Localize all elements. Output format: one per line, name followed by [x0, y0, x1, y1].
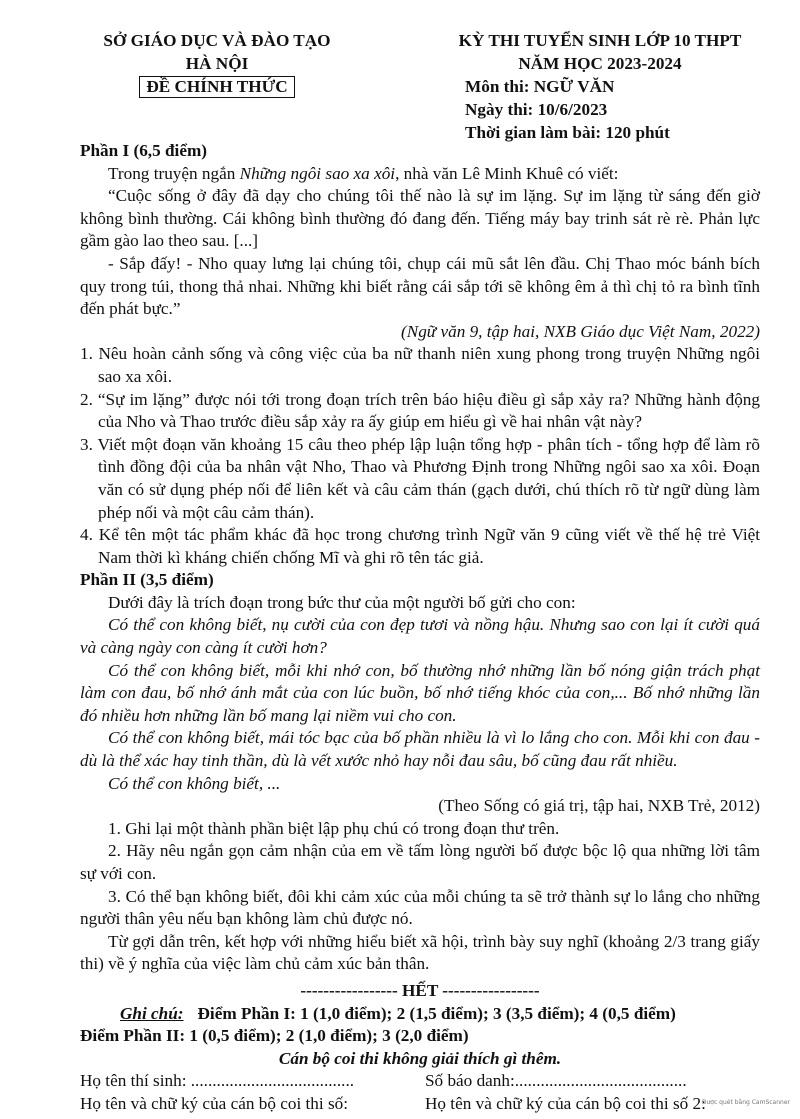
- exam-subject: Môn thi: NGỮ VĂN: [465, 77, 615, 96]
- part1-quote-2: - Sắp đấy! - Nho quay lưng lại chúng tôi, chụp cái mũ sắt lên đầu. Chị Thao móc bánh bích quy trong túi, thong thả nhai. Những khi biết rằng cái sắp tới sẽ không êm ả thì chị tỏ ra bình tĩnh đến phát bực.”: [80, 253, 760, 319]
- question-3: 3. Viết một đoạn văn khoảng 15 câu theo phép lập luận tổng hợp - phân tích - tổng hợp để làm rõ tình đồng đội của ba nhân vật Nho, Thao và Phương Định trong Những ngôi sao xa xôi. Đoạn văn có sử dụng phép nối để liên kết và câu cảm thán (gạch dưới, chú thích rõ từ ngữ dùng làm phép nối và một câu cảm thán).: [80, 434, 760, 522]
- part2-question-1: 1. Ghi lại một thành phần biệt lập phụ chú có trong đoạn thư trên.: [108, 818, 560, 838]
- proctor-1-field: Họ tên và chữ ký của cán bộ coi thi số:: [80, 1093, 349, 1113]
- part2-question-3-task: Từ gợi dẫn trên, kết hợp với những hiểu biết xã hội, trình bày suy nghĩ (khoảng 2/3 trang giấy thi) về ý nghĩa của việc làm chủ cảm xúc bản thân.: [80, 931, 760, 974]
- note-line-1: Điểm Phần I: 1 (1,0 điểm); 2 (1,5 điểm); 3 (3,5 điểm); 4 (0,5 điểm): [197, 1003, 676, 1023]
- scanner-watermark: Được quét bằng CamScanner: [701, 1099, 790, 1107]
- part2-intro: Dưới đây là trích đoạn trong bức thư của một người bố gửi cho con:: [108, 592, 576, 612]
- note-label: Ghi chú:: [120, 1003, 184, 1023]
- issuer-block: [102, 30, 332, 99]
- part1-questions: [80, 343, 760, 569]
- exam-title: KỲ THI TUYỂN SINH LỚP 10 THPT: [458, 31, 742, 50]
- signature-row-1: [80, 1070, 760, 1093]
- letter-paragraph-2: Có thể con không biết, mỗi khi nhớ con, bố thường nhớ những lần bố nóng giận trách phạt làm con đau, bố nhớ ánh mắt của con lúc buồn, bố nhớ tiếng khóc của con,... Bố nhớ những lần đó nhiều hơn những lần bố mang lại niềm vui cho con.: [80, 660, 760, 725]
- part2-source: (Theo Sống có giá trị, tập hai, NXB Trẻ, 2012): [438, 796, 760, 816]
- exam-date: Ngày thi: 10/6/2023: [465, 100, 608, 119]
- letter-paragraph-4: Có thể con không biết, ...: [108, 773, 281, 793]
- question-2: 2. “Sự im lặng” được nói tới trong đoạn trích trên báo hiệu điều gì sắp xảy ra? Những hành động của Nho và Thao trước điều sắp xảy ra ấy giúp em hiểu gì về hai nhân vật này?: [80, 389, 760, 432]
- part2-question-3: 3. Có thể bạn không biết, đôi khi cảm xúc của mỗi chúng ta sẽ trở thành sự lo lắng cho những người thân yêu nếu bạn không làm chủ được nó.: [80, 886, 760, 929]
- note-line-2: Điểm Phần II: 1 (0,5 điểm); 2 (1,0 điểm); 3 (2,0 điểm): [80, 1026, 469, 1046]
- proctor-note: Cán bộ coi thi không giải thích gì thêm.: [278, 1048, 562, 1068]
- signature-row-2: [80, 1093, 760, 1116]
- part2-question-2: 2. Hãy nêu ngắn gọn cảm nhận của em về tấm lòng người bố được bộc lộ qua những lời tâm sự với con.: [80, 841, 760, 883]
- scoring-note: [80, 1003, 760, 1026]
- school-year: NĂM HỌC 2023-2024: [518, 54, 682, 73]
- part1-title: Phần I (6,5 điểm): [80, 141, 208, 160]
- exam-duration: Thời gian làm bài: 120 phút: [465, 123, 670, 142]
- candidate-name-field: Họ tên thí sinh: ......................................: [80, 1071, 355, 1091]
- exam-page: [80, 30, 760, 1116]
- part2-title: Phần II (3,5 điểm): [80, 570, 214, 590]
- part1-intro: Trong truyện ngắn Những ngôi sao xa xôi, nhà văn Lê Minh Khuê có viết:: [108, 163, 619, 183]
- official-badge: ĐỀ CHÍNH THỨC: [139, 76, 294, 98]
- exam-header: [80, 30, 760, 140]
- letter-paragraph-1: Có thể con không biết, nụ cười của con đẹp tươi và nồng hậu. Nhưng sao con lại ít cười quá và càng ngày con càng ít cười hơn?: [80, 615, 760, 658]
- proctor-2-field: Họ tên và chữ ký của cán bộ coi thi số 2:: [425, 1093, 706, 1113]
- issuer-line-2: HÀ NỘI: [185, 54, 249, 73]
- part1-source: (Ngữ văn 9, tập hai, NXB Giáo dục Việt Nam, 2022): [401, 321, 760, 341]
- letter-paragraph-3: Có thể con không biết, mái tóc bạc của bố phần nhiều là vì lo lắng cho con. Mỗi khi con đau - dù là thể xác hay tinh thần, dù là vết xước nhỏ hay nỗi đau sâu, bố cũng đau rất nhiều.: [80, 728, 760, 771]
- end-marker: ----------------- HẾT -----------------: [300, 980, 540, 1000]
- candidate-id-field: Số báo danh:........................................: [425, 1071, 687, 1091]
- question-4: 4. Kể tên một tác phẩm khác đã học trong chương trình Ngữ văn 9 cũng viết về thế hệ trẻ Việt Nam thời kì kháng chiến chống Mĩ và ghi rõ tên tác giả.: [80, 525, 760, 567]
- issuer-line-1: SỞ GIÁO DỤC VÀ ĐÀO TẠO: [103, 31, 331, 50]
- question-1: 1. Nêu hoàn cảnh sống và công việc của ba nữ thanh niên xung phong trong truyện Những ngôi sao xa xôi.: [80, 344, 760, 386]
- part1-quote-1: “Cuộc sống ở đây đã dạy cho chúng tôi thế nào là sự im lặng. Sự im lặng từ sáng đến giờ không bình thường. Cái không bình thường đó đang đến. Tiếng máy bay trinh sát rè rè. Phản lực gầm gào lao theo sau. [...]: [80, 186, 760, 251]
- exam-info-block: [410, 30, 790, 145]
- work-title: Những ngôi sao xa xôi: [239, 163, 396, 183]
